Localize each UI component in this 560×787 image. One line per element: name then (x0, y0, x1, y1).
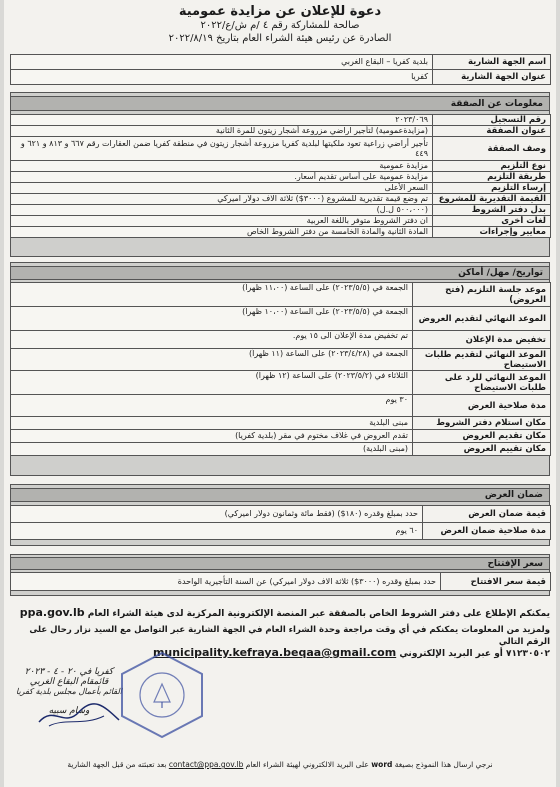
deal-row-label: رقم التسجيل (433, 115, 551, 126)
signature-role-2: القائم بأعمال مجلس بلدية كفريا (16, 687, 122, 696)
notes-text-1: يمكنكم الإطلاع على دفتر الشروط الخاص بالصفقة عبر المنصة الإلكترونية المركزية لدى هيئة الشراء العام (87, 609, 550, 619)
dates-row-label: مدة صلاحية العرض (413, 395, 551, 417)
document-subtitle: صالحة للمشاركة رقم ٤ /م ش/ع/٢٠٢٢ (200, 20, 360, 31)
dates-row-value: ٣٠ يوم (11, 395, 413, 417)
entity-address-label: عنوان الجهة الشارية (433, 70, 551, 85)
deal-section-title: معلومات عن الصفقة (10, 96, 550, 111)
ppa-website-link[interactable]: ppa.gov.lb (19, 606, 85, 619)
deal-row-label: إرساء التلزيم (433, 183, 551, 194)
dates-row-label: الموعد النهائي للرد على طلبات الاستيضاح (413, 371, 551, 395)
deal-row-label: معايير وإجراءات (433, 227, 551, 238)
guarantee-section-title: ضمان العرض (10, 488, 550, 502)
deal-row-value: المادة الثانية والمادة الخامسة من دفتر الشروط الخاص (11, 227, 433, 238)
dates-row-label: الموعد النهائي لتقديم طلبات الاستيضاح (413, 349, 551, 371)
deal-row-label: وصف الصفقة (433, 137, 551, 161)
guarantee-table (10, 505, 551, 540)
dates-row-value: تقدم العروض في غلاف مختوم في مقر (بلدية كفريا) (11, 430, 413, 443)
deal-row-label: عنوان الصفقة (433, 126, 551, 137)
guarantee-row-value: حدد بمبلغ وقدره (١٨٠$) (فقط مائة وثمانون دولار اميركي) (11, 506, 423, 523)
footer-text-2: على البريد الالكتروني لهيئة الشراء العام (245, 760, 369, 769)
entity-name-value: بلدية كفريا – البقاع الغربي (11, 55, 433, 70)
dates-row-value: الجمعة في (٢٠٢٣/٥/٥) على الساعة (١٠،٠٠ ظهراً) (11, 307, 413, 331)
dates-section-title: تواريخ/ مهل/ أماكن (10, 266, 550, 280)
notes-line-3 (10, 646, 550, 659)
entity-table (10, 54, 551, 85)
opening-row-label: قيمة سعر الافتتاح (441, 573, 551, 591)
dates-row-label: الموعد النهائي لتقديم العروض (413, 307, 551, 331)
entity-name-label: اسم الجهة الشارية (433, 55, 551, 70)
notes-line-1 (10, 606, 550, 619)
footer-text-1: نرجي ارسال هذا النموذج بصيغة (394, 760, 493, 769)
deal-row-value: ٢٠٢٣/٠٦٩ (11, 115, 433, 126)
guarantee-row-value: ٦٠ يوم (11, 523, 423, 540)
dates-row-value: الجمعة في (٢٠٢٣/٤/٢٨) على الساعة (١١ ظهراً) (11, 349, 413, 371)
signature-role-1: قائمقام البقاع الغربي (29, 677, 109, 687)
guarantee-row-label: مدة صلاحية ضمان العرض (423, 523, 551, 540)
deal-row-label: بدل دفتر الشروط (433, 205, 551, 216)
deal-row-label: القيمة التقديرية للمشروع (433, 194, 551, 205)
deal-row-value: (٥٠٠،٠٠٠ ل.ل) (11, 205, 433, 216)
ppa-contact-email-link[interactable]: contact@ppa.gov.lb (168, 760, 244, 769)
notes-line-2: ولمزيد من المعلومات يمكنكم في أي وقت مراجعة وحدة الشراء العام في الجهة الشارية عبر التواصل مع السيد نزار رحال على الرقم التالي (29, 625, 550, 647)
deal-table (10, 114, 551, 238)
dates-row-label: موعد جلسة التلزيم (فتح العروض) (413, 283, 551, 307)
official-stamp (114, 650, 210, 740)
footer-note (10, 760, 550, 769)
guarantee-row-label: قيمة ضمان العرض (423, 506, 551, 523)
handwritten-signature (34, 700, 124, 730)
deal-row-value: مزايدة عمومية على أساس تقديم أسعار. (11, 172, 433, 183)
deal-row-value: تم وضع قيمة تقديرية للمشروع (٣٠٠٠$) ثلاثة الاف دولار اميركي (11, 194, 433, 205)
dates-row-label: مكان تقديم العروض (413, 430, 551, 443)
signature-name: وسام سبيه (48, 706, 90, 716)
dates-row-label: مكان استلام دفتر الشروط (413, 417, 551, 430)
dates-row-label: تخفيض مدة الإعلان (413, 331, 551, 349)
dates-row-value: مبنى البلدية (11, 417, 413, 430)
footer-word: word (371, 760, 393, 769)
municipality-email-link[interactable]: municipality.kefraya.beqaa@gmail.com (152, 646, 397, 659)
entity-address-value: كفريا (11, 70, 433, 85)
opening-section-title: سعر الإفتتاح (10, 557, 550, 570)
deal-row-label: نوع التلزيم (433, 161, 551, 172)
deal-row-value: ان دفتر الشروط متوفر باللغة العربية (11, 216, 433, 227)
deal-row-value: السعر الأعلى (11, 183, 433, 194)
opening-table (10, 572, 551, 591)
dates-table (10, 282, 551, 456)
deal-row-label: لغات أخرى (433, 216, 551, 227)
deal-row-value: مزايدة عمومية (11, 161, 433, 172)
dates-row-value: تم تخفيض مدة الإعلان الى ١٥ يوم. (11, 331, 413, 349)
document-page (4, 0, 556, 787)
dates-row-label: مكان تقييم العروض (413, 443, 551, 456)
deal-row-value: تأجير أراضي زراعية تعود ملكيتها لبلدية كفريا مزروعة أشجار زيتون في منطقة كفريا ضمن العقارات رقم ٦٦٧ و ٨١٣ و ٦٢١ و ٤٤٩ (11, 137, 433, 161)
document-issue-line: الصادرة عن رئيس هيئة الشراء العام بتاريخ ٢٠٢٢/٨/١٩ (168, 33, 392, 44)
contact-phone: ٧١٢٣٠٥٠٢ (506, 649, 550, 659)
notes-text-3: أو عبر البريد الإلكتروني (399, 649, 503, 659)
opening-row-value: حدد بمبلغ وقدره (٣٠٠٠$) ثلاثة الاف دولار اميركي) عن السنة التأجيرية الواحدة (11, 573, 441, 591)
dates-row-value: الثلاثاء في (٢٠٢٣/٥/٢) على الساعة (١٢ ظهراً) (11, 371, 413, 395)
document-title: دعوة للإعلان عن مزايدة عمومية (178, 4, 382, 19)
dates-row-value: (مبنى البلدية) (11, 443, 413, 456)
signature-place-date: كفريا في ٢٠ - ٤ - ٢٠٢٣ (24, 667, 114, 677)
deal-row-value: (مزايدةعمومية) لتأجير اراضي مزروعة أشجار زيتون للمرة الثانية (11, 126, 433, 137)
footer-text-3: بعد تعبئته من قبل الجهة الشارية (67, 760, 167, 769)
dates-row-value: الجمعة في (٢٠٢٣/٥/٥) على الساعة (١١،٠٠ ظهراً) (11, 283, 413, 307)
deal-row-label: طريقة التلزيم (433, 172, 551, 183)
